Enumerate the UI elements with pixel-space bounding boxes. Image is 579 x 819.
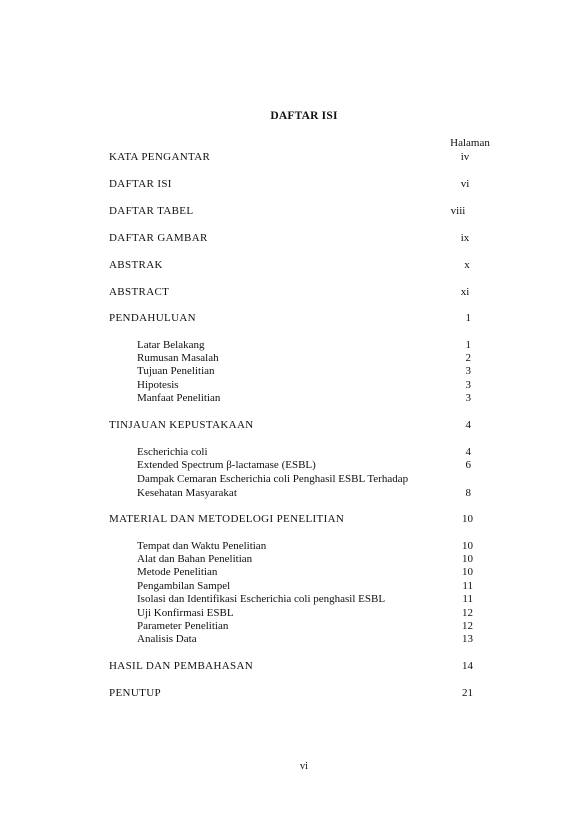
toc-subentry-esbl[interactable] xyxy=(0,458,579,472)
toc-entry-text: Alat dan Bahan Penelitian xyxy=(137,553,253,565)
toc-entry-text: Isolasi dan Identifikasi Escherichia coli penghasil ESBL xyxy=(137,593,386,605)
toc-entry-page: viii xyxy=(450,205,466,217)
toc-entry-text: Rumusan Masalah xyxy=(137,352,219,364)
toc-entry-tinjauan-kepustakaan[interactable] xyxy=(0,418,579,432)
toc-entry-page: iv xyxy=(460,151,470,163)
toc-entry-kata-pengantar[interactable] xyxy=(0,150,579,164)
toc-entry-abstrak[interactable] xyxy=(0,258,579,272)
toc-entry-page: 10 xyxy=(462,566,473,578)
toc-subentry-kesehatan-masyarakat[interactable] xyxy=(0,486,579,500)
toc-entry-text: Dampak Cemaran Escherichia coli Penghasil ESBL Terhadap xyxy=(137,473,409,485)
toc-entry-page: 2 xyxy=(465,352,471,364)
toc-entry-text: Escherichia coli xyxy=(137,446,208,458)
toc-entry-page: 12 xyxy=(462,607,473,619)
toc-entry-page: xi xyxy=(460,286,470,298)
toc-entry-text: Extended Spectrum β-lactamase (ESBL) xyxy=(137,459,316,471)
toc-entry-page: 8 xyxy=(465,487,471,499)
toc-entry-page: 10 xyxy=(462,540,473,552)
toc-entry-text: TINJAUAN KEPUSTAKAAN xyxy=(109,419,254,431)
toc-entry-text: Tujuan Penelitian xyxy=(137,365,215,377)
toc-entry-page: 13 xyxy=(462,633,473,645)
toc-subentry-metode-penelitian[interactable] xyxy=(0,565,579,579)
page-title: DAFTAR ISI xyxy=(270,110,338,122)
toc-entry-page: 12 xyxy=(462,620,473,632)
toc-entry-text: DAFTAR TABEL xyxy=(109,205,194,217)
toc-entry-daftar-tabel[interactable] xyxy=(0,204,579,218)
toc-subentry-rumusan-masalah[interactable] xyxy=(0,351,579,365)
toc-entry-page: 10 xyxy=(462,513,473,525)
toc-subentry-tujuan-penelitian[interactable] xyxy=(0,364,579,378)
toc-entry-page: 1 xyxy=(465,339,471,351)
toc-subentry-manfaat-penelitian[interactable] xyxy=(0,391,579,405)
toc-entry-page: vi xyxy=(460,178,470,190)
footer-page-number: vi xyxy=(299,761,309,772)
toc-subentry-hipotesis[interactable] xyxy=(0,378,579,392)
toc-entry-page: 3 xyxy=(465,392,471,404)
toc-entry-text: ABSTRACT xyxy=(109,286,170,298)
toc-entry-page: x xyxy=(464,259,470,271)
toc-subentry-alat-bahan[interactable] xyxy=(0,552,579,566)
toc-entry-text: Parameter Penelitian xyxy=(137,620,229,632)
toc-entry-text: Hipotesis xyxy=(137,379,179,391)
toc-entry-abstract[interactable] xyxy=(0,285,579,299)
toc-subentry-dampak-cemaran[interactable] xyxy=(0,472,579,486)
toc-entry-penutup[interactable] xyxy=(0,686,579,700)
toc-entry-text: HASIL DAN PEMBAHASAN xyxy=(109,660,254,672)
toc-entry-material-metodelogi[interactable] xyxy=(0,512,579,526)
toc-entry-page: 4 xyxy=(465,446,471,458)
toc-entry-page: 10 xyxy=(462,553,473,565)
toc-entry-text: DAFTAR GAMBAR xyxy=(109,232,208,244)
toc-entry-text: Uji Konfirmasi ESBL xyxy=(137,607,234,619)
toc-entry-text: Kesehatan Masyarakat xyxy=(137,487,237,499)
toc-entry-page: 3 xyxy=(465,379,471,391)
toc-entry-page: 4 xyxy=(465,419,471,431)
toc-subentry-isolasi-identifikasi[interactable] xyxy=(0,592,579,606)
toc-entry-text: PENDAHULUAN xyxy=(109,312,196,324)
toc-entry-hasil-pembahasan[interactable] xyxy=(0,659,579,673)
toc-subentry-analisis-data[interactable] xyxy=(0,632,579,646)
toc-entry-text: MATERIAL DAN METODELOGI PENELITIAN xyxy=(109,513,345,525)
toc-entry-page: 21 xyxy=(462,687,473,699)
toc-subentry-parameter-penelitian[interactable] xyxy=(0,619,579,633)
toc-entry-page: 1 xyxy=(465,312,471,324)
toc-subentry-latar-belakang[interactable] xyxy=(0,338,579,352)
toc-entry-text: Manfaat Penelitian xyxy=(137,392,221,404)
toc-entry-page: 6 xyxy=(465,459,471,471)
toc-entry-daftar-isi[interactable] xyxy=(0,177,579,191)
toc-entry-page: 11 xyxy=(462,580,473,592)
toc-entry-page: 11 xyxy=(462,593,473,605)
toc-entry-pendahuluan[interactable] xyxy=(0,311,579,325)
toc-entry-page: 3 xyxy=(465,365,471,377)
toc-entry-page: ix xyxy=(460,232,470,244)
toc-entry-text: DAFTAR ISI xyxy=(109,178,172,190)
toc-entry-text: Analisis Data xyxy=(137,633,197,645)
toc-subentry-tempat-waktu[interactable] xyxy=(0,539,579,553)
toc-subentry-escherichia-coli[interactable] xyxy=(0,445,579,459)
toc-entry-text: Pengambilan Sampel xyxy=(137,580,231,592)
toc-entry-text: Metode Penelitian xyxy=(137,566,218,578)
toc-subentry-pengambilan-sampel[interactable] xyxy=(0,579,579,593)
page-column-header: Halaman xyxy=(450,137,490,149)
toc-entry-text: ABSTRAK xyxy=(109,259,163,271)
toc-subentry-uji-konfirmasi[interactable] xyxy=(0,606,579,620)
toc-entry-text: Tempat dan Waktu Penelitian xyxy=(137,540,267,552)
toc-entry-text: KATA PENGANTAR xyxy=(109,151,211,163)
toc-entry-page: 14 xyxy=(462,660,473,672)
toc-entry-text: PENUTUP xyxy=(109,687,161,699)
toc-entry-text: Latar Belakang xyxy=(137,339,205,351)
toc-entry-daftar-gambar[interactable] xyxy=(0,231,579,245)
